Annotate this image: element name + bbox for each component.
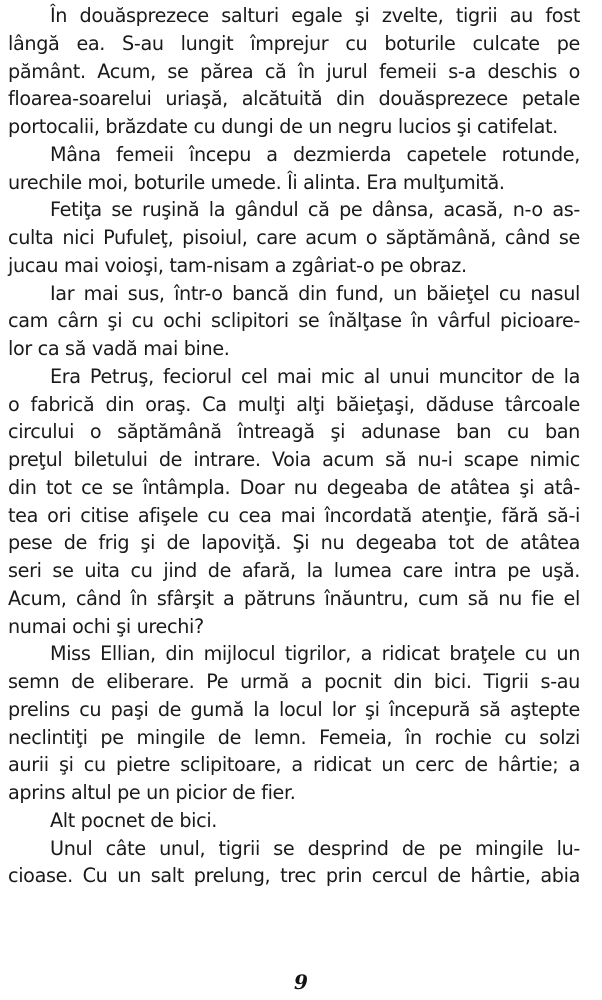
text-line: jucau mai voioşi, tam-nisam a zgâriat-o pe obraz.	[8, 253, 467, 277]
text-line: din tot ce se întâmpla. Doar nu degeaba de atâtea şi atâ-	[8, 475, 580, 499]
text-line: aurii şi cu pietre sclipitoare, a ridicat un cerc de hârtie; a	[8, 753, 580, 777]
text-line: semn de eliberare. Pe urmă a pocnit din bici. Tigrii s-au	[8, 670, 580, 693]
text-line: pese de frig şi de lapoviţă. Şi nu degeaba tot de atâtea	[8, 531, 580, 555]
text-line: cam cârn şi cu ochi sclipitori se înălţase în vârful picioare-	[8, 309, 580, 333]
paragraph	[8, 280, 580, 363]
paragraph	[8, 835, 580, 891]
text-line: floarea-soarelui uriaşă, alcătuită din douăsprezece petale	[8, 87, 580, 111]
text-line: În douăsprezece salturi egale şi zvelte, tigrii au fost	[50, 4, 580, 27]
text-line: cioase. Cu un salt prelung, trec prin cercul de hârtie, abia	[8, 864, 580, 888]
text-line: lângă ea. S-au lungit împrejur cu boturile culcate pe	[8, 31, 580, 55]
text-line: lor ca să vadă mai bine.	[8, 337, 230, 360]
text-line: Alt pocnet de bici.	[50, 808, 218, 832]
text-line: pământ. Acum, se părea că în jurul femeii s-a deschis o	[8, 59, 580, 83]
text-line: seri se uita cu jind de afară, la lumea care intra pe uşă.	[8, 559, 580, 582]
text-line: Mâna femeii începu a dezmierda capetele rotunde,	[50, 142, 580, 166]
text-line: Miss Ellian, din mijlocul tigrilor, a ridicat braţele cu un	[50, 642, 580, 666]
page-body	[8, 2, 580, 890]
text-line: portocalii, brăzdate cu dungi de un negru lucios şi catifelat.	[8, 115, 558, 138]
text-line: culta nici Pufuleţ, pisoiul, care acum o săptămână, când se	[8, 226, 580, 249]
text-line: neclintiţi pe mingile de lemn. Femeia, în rochie cu solzi	[8, 725, 580, 749]
text-line: numai ochi şi urechi?	[8, 614, 204, 638]
text-line: Iar mai sus, într-o bancă din fund, un băieţel cu nasul	[50, 281, 580, 305]
paragraph	[8, 196, 580, 279]
paragraph	[8, 141, 580, 197]
paragraph	[8, 363, 580, 641]
text-line: urechile moi, boturile umede. Îi alinta. Era mulţumită.	[8, 170, 505, 194]
paragraph	[8, 807, 580, 835]
paragraph	[8, 640, 580, 807]
page-number: 9	[294, 970, 308, 994]
text-line: aprins altul pe un picior de fier.	[8, 781, 296, 804]
text-line: preţul biletului de intrare. Voia acum să nu-i scape nimic	[8, 448, 580, 471]
paragraph	[8, 2, 580, 141]
text-line: Acum, când în sfârşit a pătruns înăuntru, cum să nu fie el	[8, 586, 580, 610]
text-line: Unul câte unul, tigrii se desprind de pe mingile lu-	[50, 836, 580, 860]
text-line: circului o săptămână întreagă şi adunase ban cu ban	[8, 420, 580, 444]
text-line: Era Petruş, feciorul cel mai mic al unui muncitor de la	[50, 364, 580, 388]
text-line: Fetiţa se ruşină la gândul că pe dânsa, acasă, n-o as-	[50, 198, 580, 222]
text-line: o fabrică din oraş. Ca mulţi alţi băieţaşi, dăduse târcoale	[8, 392, 580, 416]
text-line: tea ori citise afişele cu cea mai încordată atenţie, fără să-i	[8, 503, 580, 527]
text-line: prelins cu paşi de gumă la locul lor şi începură să aştepte	[8, 697, 580, 721]
